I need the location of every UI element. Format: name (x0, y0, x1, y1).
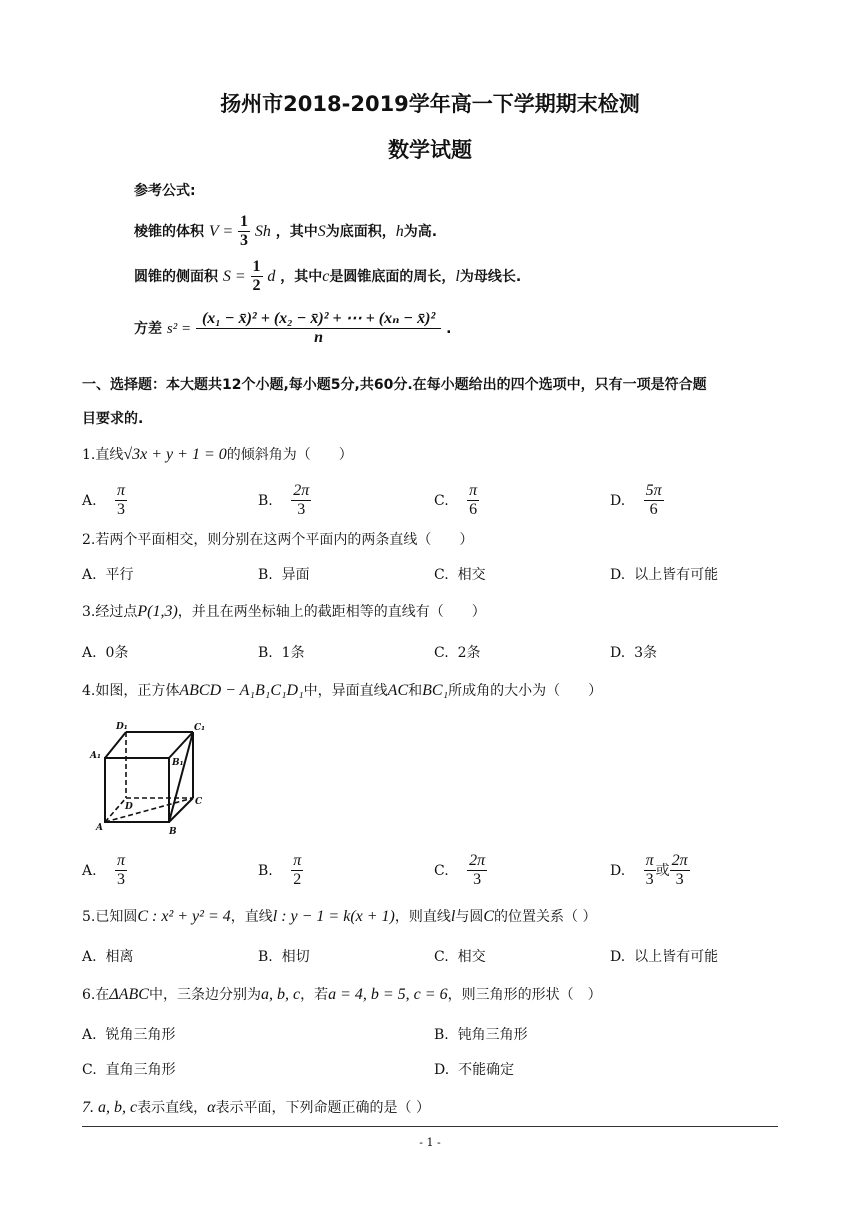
question-1-stem: 1.直线√3x + y + 1 = 0的倾斜角为（ ） (82, 446, 353, 463)
question-5-stem: 5.已知圆C : x² + y² = 4，直线l : y − 1 = k(x + 1)，则直线l与圆C的位置关系（ ） (82, 908, 597, 925)
question-3-stem: 3.经过点P(1,3)，并且在两坐标轴上的截距相等的直线有（ ） (82, 603, 486, 620)
footer-divider (82, 1126, 778, 1127)
formula-heading: 参考公式: (134, 183, 196, 199)
question-5-option-c: C. 相交 (434, 949, 486, 965)
question-3-option-a: A. 0条 (82, 645, 129, 661)
question-6-option-d: D. 不能确定 (434, 1062, 515, 1078)
label-d: D (125, 802, 133, 812)
question-2-option-d: D. 以上皆有可能 (610, 567, 719, 583)
question-4-option-b: B. $\frac{\pi}{2}$ (258, 852, 302, 889)
question-4-option-d: D. $\frac{\pi}{3}$ 或 $\frac{2\pi}{3}$ (610, 852, 688, 889)
question-5-option-a: A. 相离 (82, 949, 134, 965)
formula-cone-surface: 圆锥的侧面积 S = $\frac{1}{2}$ d ，其中c是圆锥底面的周长，l为母线长. (134, 258, 522, 295)
question-4-stem: 4.如图，正方体ABCD − A₁B₁C₁D₁中，异面直线AC和BC₁所成角的大小为（ ） (82, 682, 603, 699)
document-subtitle: 数学试题 (388, 138, 472, 162)
cube-figure (86, 718, 216, 838)
question-1-option-a: A. $\frac{\pi}{3}$ (82, 482, 126, 519)
question-3-option-b: B. 1条 (258, 645, 305, 661)
question-5-option-d: D. 以上皆有可能 (610, 949, 719, 965)
label-b1: B₁ (172, 758, 184, 768)
question-6-option-a: A. 锐角三角形 (82, 1027, 176, 1043)
question-6-option-b: B. 钝角三角形 (434, 1027, 528, 1043)
question-2-stem: 2.若两个平面相交，则分别在这两个平面内的两条直线（ ） (82, 532, 474, 548)
question-5-option-b: B. 相切 (258, 949, 310, 965)
question-1-option-c: C. $\frac{\pi}{6}$ (434, 482, 478, 519)
label-a1: A₁ (90, 751, 101, 761)
label-d1: D₁ (116, 722, 128, 732)
formula-cone-volume: 棱锥的体积 V = $\frac{1}{3}$ Sh ，其中S为底面积，h为高. (134, 213, 438, 250)
label-c1: C₁ (194, 723, 206, 733)
question-1-option-b: B. $\frac{2\pi}{3}$ (258, 482, 310, 519)
question-3-option-d: D. 3条 (610, 645, 658, 661)
question-6-option-c: C. 直角三角形 (82, 1062, 176, 1078)
fraction-one-third: $\frac{1}{3}$ (240, 213, 249, 250)
question-2-option-a: A. 平行 (82, 567, 134, 583)
label-b: B (169, 827, 177, 837)
question-3-option-c: C. 2条 (434, 645, 481, 661)
label-a: A (96, 823, 103, 833)
question-4-option-a: A. $\frac{\pi}{3}$ (82, 852, 126, 889)
section-heading-line1: 一、选择题：本大题共12个小题,每小题5分,共60分.在每小题给出的四个选项中，只有一项是符合题 (82, 377, 707, 393)
question-6-stem: 6.在ΔABC中，三条边分别为a, b, c，若a = 4, b = 5, c = 6，则三角形的形状（ ） (82, 986, 602, 1003)
variance-fraction: $\frac{\text{(x₁ − x̄)² + (x₂ − x̄)² + ⋯ + (xₙ − x̄)²}}{n}$ (196, 310, 441, 348)
label-c: C (195, 797, 203, 807)
section-heading-line2: 目要求的. (82, 411, 144, 427)
fraction-one-half: $\frac{1}{2}$ (252, 258, 261, 295)
question-4-option-c: C. $\frac{2\pi}{3}$ (434, 852, 486, 889)
page-number: - 1 - (419, 1136, 441, 1149)
question-7-stem: 7. a, b, c表示直线，α表示平面，下列命题正确的是（ ） (82, 1099, 430, 1116)
document-title: 扬州市2018-2019学年高一下学期期末检测 (220, 92, 640, 116)
question-2-option-b: B. 异面 (258, 567, 310, 583)
formula-variance: 方差 s² = $\frac{\text{(x₁ − x̄)² + (x₂ − x̄)² + ⋯ + (xₙ − x̄)²}}{n}$ . (134, 310, 452, 347)
question-1-option-d: D. $\frac{5\pi}{6}$ (610, 482, 662, 519)
question-2-option-c: C. 相交 (434, 567, 486, 583)
